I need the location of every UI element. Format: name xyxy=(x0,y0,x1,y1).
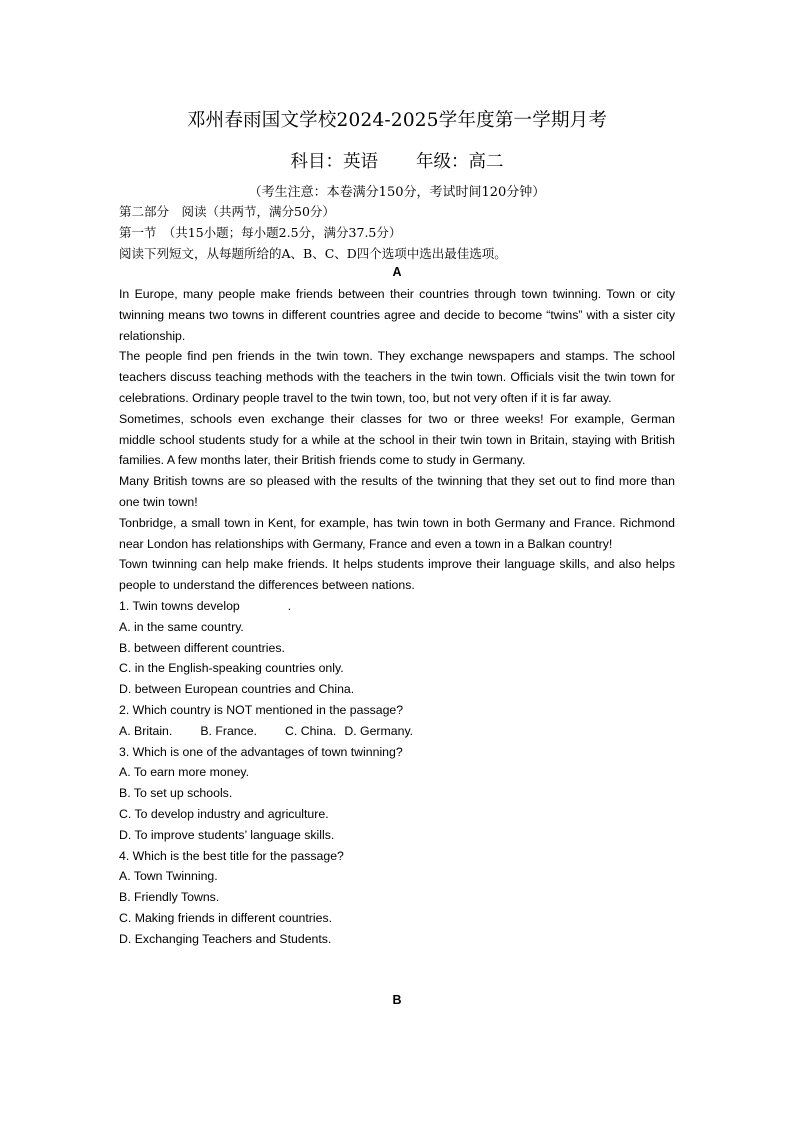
exam-subtitle xyxy=(0,148,794,173)
instruction-text: 阅读下列短文，从每题所给的A、B、C、D四个选项中选出最佳选项。 xyxy=(119,245,507,261)
grade-label: 年级：高二 xyxy=(416,152,504,172)
exam-title: 邓州春雨国文学校2024-2025学年度第一学期月考 xyxy=(186,110,608,131)
option: C. Making friends in different countries. xyxy=(119,910,333,925)
option: A. Town Twinning. xyxy=(119,869,218,884)
option: B. To set up schools. xyxy=(119,786,233,801)
question-stem: 4. Which is the best title for the passage? xyxy=(119,848,344,863)
paragraph: Many British towns are so pleased with the results of the twinning that they set out to find more than one twin town! xyxy=(119,474,675,509)
option: B. France. xyxy=(200,723,258,738)
option: D. Exchanging Teachers and Students. xyxy=(119,931,332,946)
question-stem: 1. Twin towns develop . xyxy=(119,598,292,613)
passage-b-label: B xyxy=(392,993,402,1007)
paragraph: In Europe, many people make friends between their countries through town twinning. Town or city twinning means two towns in different countries agree and decide to become “twins” with a sister city relationship. xyxy=(119,287,675,343)
question-stem: 2. Which country is NOT mentioned in the passage? xyxy=(119,702,404,717)
inline-options xyxy=(119,721,675,742)
passage-a-label: A xyxy=(392,265,402,279)
option: A. in the same country. xyxy=(119,619,244,634)
option: B. Friendly Towns. xyxy=(119,890,220,905)
option: D. Germany. xyxy=(344,723,414,738)
passage-a xyxy=(119,284,675,950)
question-2 xyxy=(119,700,675,742)
option: C. To develop industry and agriculture. xyxy=(119,806,329,821)
question-1 xyxy=(119,596,675,700)
paragraph: The people find pen friends in the twin town. They exchange newspapers and stamps. The school teachers discuss teaching methods with the teachers in the twin town. Officials visit the twin town for celebrations. Ordinary people travel to the twin town, too, but not very often if it is far away. xyxy=(119,349,675,405)
option: C. in the English-speaking countries only. xyxy=(119,661,344,676)
option: A. Britain. xyxy=(119,723,173,738)
option: C. China. xyxy=(285,723,337,738)
question-3 xyxy=(119,742,675,846)
paragraph: Sometimes, schools even exchange their classes for two or three weeks! For example, German middle school students study for a while at the school in their twin town in Britain, staying with British families. A few months later, their British friends come to study in Germany. xyxy=(119,411,675,468)
paragraph: Town twinning can help make friends. It helps students improve their language skills, and also helps people to understand the differences between nations. xyxy=(119,557,675,593)
question-stem: 3. Which is one of the advantages of town twinning? xyxy=(119,744,403,759)
exam-notice: （考生注意：本卷满分150分，考试时间120分钟） xyxy=(248,185,546,200)
part-heading: 第二部分 阅读（共两节，满分50分） xyxy=(119,204,335,219)
section-header xyxy=(119,202,679,264)
question-4 xyxy=(119,846,675,950)
section-heading: 第一节 （共15小题；每小题2.5分，满分37.5分） xyxy=(119,224,402,240)
option: B. between different countries. xyxy=(119,640,285,655)
paragraph: Tonbridge, a small town in Kent, for example, has twin town in both Germany and France. Richmond near London has relationships with Germany, France and even a town in a Balkan country! xyxy=(119,515,675,551)
option: A. To earn more money. xyxy=(119,765,250,780)
option: D. To improve students’ language skills. xyxy=(119,827,335,842)
subject-label: 科目：英语 xyxy=(290,152,378,172)
option: D. between European countries and China. xyxy=(119,682,355,697)
